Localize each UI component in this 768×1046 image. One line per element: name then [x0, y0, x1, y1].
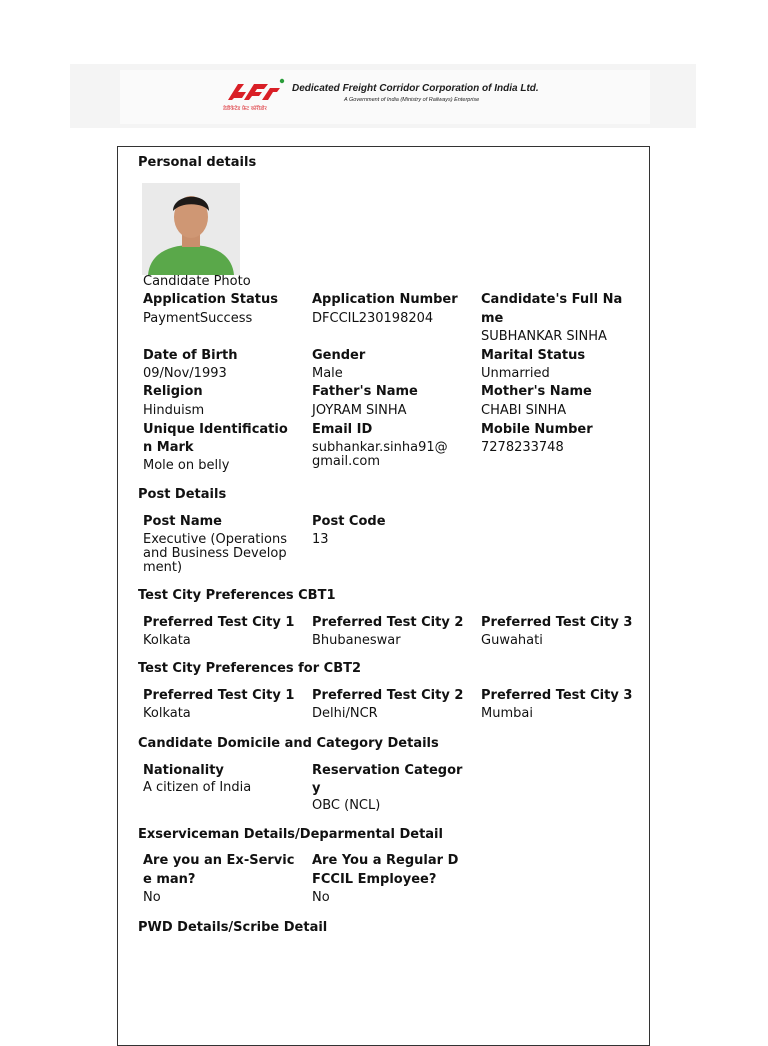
- post-code-label: Post Code: [312, 514, 386, 529]
- gender-value: Male: [312, 366, 343, 381]
- candidate-photo-icon: [142, 183, 240, 275]
- mobile-label: Mobile Number: [481, 422, 593, 437]
- nationality-value: A citizen of India: [143, 780, 252, 795]
- cbt1-city1-value: Kolkata: [143, 633, 191, 648]
- cbt2-city1-label: Preferred Test City 1: [143, 688, 295, 703]
- father-name-label: Father's Name: [312, 384, 418, 399]
- marital-status-label: Marital Status: [481, 348, 586, 363]
- cbt2-city2-label: Preferred Test City 2: [312, 688, 464, 703]
- full-name-value: SUBHANKAR SINHA: [481, 329, 607, 344]
- uid-mark-label-line2: n Mark: [143, 440, 194, 455]
- section-title-pwd: PWD Details/Scribe Detail: [138, 920, 328, 935]
- email-label: Email ID: [312, 422, 373, 437]
- dob-label: Date of Birth: [143, 348, 238, 363]
- application-number-label: Application Number: [312, 292, 458, 307]
- post-name-value-line3: ment): [143, 560, 183, 575]
- cbt2-city3-label: Preferred Test City 3: [481, 688, 633, 703]
- regular-employee-label-line2: FCCIL Employee?: [312, 872, 437, 887]
- cbt1-city2-value: Bhubaneswar: [312, 633, 401, 648]
- full-name-label-line2: me: [481, 311, 504, 326]
- section-title-exserviceman: Exserviceman Details/Deparmental Detail: [138, 827, 443, 842]
- post-name-label: Post Name: [143, 514, 222, 529]
- post-code-value: 13: [312, 532, 329, 547]
- cbt1-city3-label: Preferred Test City 3: [481, 615, 633, 630]
- ex-serviceman-value: No: [143, 890, 161, 905]
- section-title-cbt2: Test City Preferences for CBT2: [138, 661, 362, 676]
- reservation-label-line1: Reservation Categor: [312, 763, 463, 778]
- cbt2-city3-value: Mumbai: [481, 706, 533, 721]
- ex-serviceman-label-line1: Are you an Ex-Servic: [143, 853, 295, 868]
- gender-label: Gender: [312, 348, 366, 363]
- section-title-cbt1: Test City Preferences CBT1: [138, 588, 336, 603]
- father-name-value: JOYRAM SINHA: [312, 403, 407, 418]
- mother-name-value: CHABI SINHA: [481, 403, 567, 418]
- full-name-label-line1: Candidate's Full Na: [481, 292, 623, 307]
- religion-label: Religion: [143, 384, 203, 399]
- mobile-value: 7278233748: [481, 440, 564, 455]
- ex-serviceman-label-line2: e man?: [143, 872, 196, 887]
- nationality-label: Nationality: [143, 763, 224, 778]
- photo-caption: Candidate Photo: [143, 274, 251, 289]
- application-number-value: DFCCIL230198204: [312, 311, 434, 326]
- religion-value: Hinduism: [143, 403, 205, 418]
- marital-status-value: Unmarried: [481, 366, 550, 381]
- post-name-value-line1: Executive (Operations: [143, 532, 287, 547]
- regular-employee-value: No: [312, 890, 330, 905]
- regular-employee-label-line1: Are You a Regular D: [312, 853, 459, 868]
- application-status-value: PaymentSuccess: [143, 311, 253, 326]
- uid-mark-value: Mole on belly: [143, 458, 230, 473]
- section-title-personal: Personal details: [138, 155, 257, 170]
- dob-value: 09/Nov/1993: [143, 366, 227, 381]
- reservation-label-line2: y: [312, 781, 321, 796]
- cbt2-city1-value: Kolkata: [143, 706, 191, 721]
- mother-name-label: Mother's Name: [481, 384, 592, 399]
- candidate-photo: [142, 183, 240, 275]
- cbt1-city2-label: Preferred Test City 2: [312, 615, 464, 630]
- section-title-post: Post Details: [138, 487, 227, 502]
- uid-mark-label-line1: Unique Identificatio: [143, 422, 288, 437]
- org-subtitle: A Government of India (Ministry of Railways) Enterprise: [344, 97, 480, 103]
- reservation-value: OBC (NCL): [312, 798, 381, 813]
- logo-hindi-tag: डेडीकेटेड फ्रेट कॉरीडोर: [223, 106, 267, 112]
- application-status-label: Application Status: [143, 292, 279, 307]
- org-name: Dedicated Freight Corridor Corporation of India Ltd.: [292, 83, 539, 94]
- cbt2-city2-value: Delhi/NCR: [312, 706, 378, 721]
- email-value-line1: subhankar.sinha91@: [312, 440, 448, 455]
- cbt1-city1-label: Preferred Test City 1: [143, 615, 295, 630]
- post-name-value-line2: and Business Develop: [143, 546, 287, 561]
- email-value-line2: gmail.com: [312, 454, 381, 469]
- cbt1-city3-value: Guwahati: [481, 633, 543, 648]
- section-title-domicile: Candidate Domicile and Category Details: [138, 736, 439, 751]
